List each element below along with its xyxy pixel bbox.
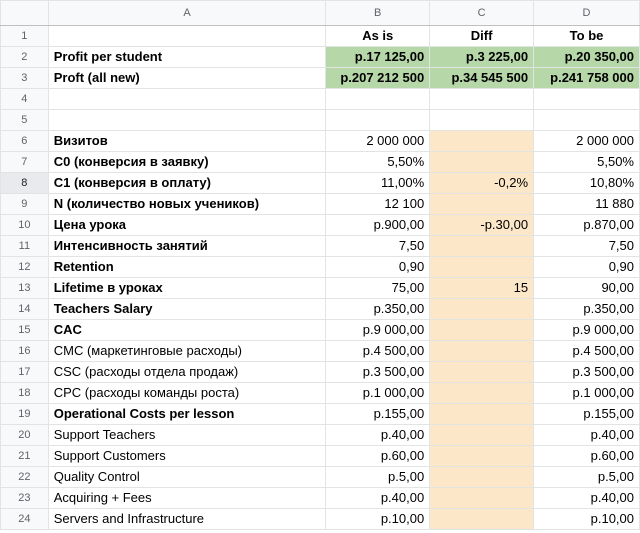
- cell-a[interactable]: Acquiring + Fees: [48, 488, 326, 509]
- cell-a[interactable]: Lifetime в уроках: [48, 278, 326, 299]
- cell-b[interactable]: 12 100: [326, 194, 430, 215]
- cell-a[interactable]: Support Teachers: [48, 425, 326, 446]
- row-number[interactable]: 5: [1, 110, 49, 131]
- cell-c[interactable]: р.34 545 500: [430, 68, 534, 89]
- cell-a[interactable]: C1 (конверсия в оплату): [48, 173, 326, 194]
- table-row: [1, 404, 640, 425]
- cell-d[interactable]: р.40,00: [534, 488, 640, 509]
- row-number[interactable]: 18: [1, 383, 49, 404]
- cell-b[interactable]: р.3 500,00: [326, 362, 430, 383]
- column-header-c[interactable]: C: [430, 1, 534, 26]
- cell-d[interactable]: [534, 89, 640, 110]
- table-row: [1, 257, 640, 278]
- cell-b[interactable]: р.60,00: [326, 446, 430, 467]
- cell-d[interactable]: To be: [534, 26, 640, 47]
- row-number[interactable]: 16: [1, 341, 49, 362]
- cell-a[interactable]: Profit per student: [48, 47, 326, 68]
- cell-b[interactable]: 5,50%: [326, 152, 430, 173]
- column-header-a[interactable]: A: [48, 1, 326, 26]
- cell-a[interactable]: CSC (расходы отдела продаж): [48, 362, 326, 383]
- cell-b[interactable]: р.17 125,00: [326, 47, 430, 68]
- row-number[interactable]: 13: [1, 278, 49, 299]
- cell-a[interactable]: CMC (маркетинговые расходы): [48, 341, 326, 362]
- row-number[interactable]: 4: [1, 89, 49, 110]
- cell-c[interactable]: [430, 362, 534, 383]
- cell-c[interactable]: [430, 320, 534, 341]
- cell-d[interactable]: [534, 110, 640, 131]
- cell-c[interactable]: [430, 509, 534, 530]
- row-number[interactable]: 19: [1, 404, 49, 425]
- cell-c[interactable]: -р.30,00: [430, 215, 534, 236]
- cell-d[interactable]: р.40,00: [534, 425, 640, 446]
- cell-b[interactable]: р.1 000,00: [326, 383, 430, 404]
- cell-d[interactable]: р.241 758 000: [534, 68, 640, 89]
- cell-c[interactable]: р.3 225,00: [430, 47, 534, 68]
- cell-b[interactable]: 11,00%: [326, 173, 430, 194]
- cell-d[interactable]: р.350,00: [534, 299, 640, 320]
- cell-d[interactable]: р.870,00: [534, 215, 640, 236]
- cell-d[interactable]: 2 000 000: [534, 131, 640, 152]
- cell-d[interactable]: р.1 000,00: [534, 383, 640, 404]
- cell-c[interactable]: [430, 467, 534, 488]
- cell-b[interactable]: р.207 212 500: [326, 68, 430, 89]
- table-row: [1, 89, 640, 110]
- cell-d[interactable]: р.9 000,00: [534, 320, 640, 341]
- cell-a[interactable]: N (количество новых учеников): [48, 194, 326, 215]
- row-number[interactable]: 6: [1, 131, 49, 152]
- table-row: [1, 299, 640, 320]
- table-row: [1, 341, 640, 362]
- cell-a[interactable]: Support Customers: [48, 446, 326, 467]
- cell-a[interactable]: Цена урока: [48, 215, 326, 236]
- cell-a[interactable]: Teachers Salary: [48, 299, 326, 320]
- cell-b[interactable]: р.4 500,00: [326, 341, 430, 362]
- cell-a[interactable]: [48, 89, 326, 110]
- cell-c[interactable]: Diff: [430, 26, 534, 47]
- cell-c[interactable]: [430, 425, 534, 446]
- cell-b[interactable]: 75,00: [326, 278, 430, 299]
- cell-c[interactable]: [430, 299, 534, 320]
- cell-b[interactable]: 0,90: [326, 257, 430, 278]
- table-row: [1, 131, 640, 152]
- cell-d[interactable]: р.3 500,00: [534, 362, 640, 383]
- column-header-d[interactable]: D: [534, 1, 640, 26]
- table-row: [1, 362, 640, 383]
- table-row: [1, 446, 640, 467]
- cell-d[interactable]: р.4 500,00: [534, 341, 640, 362]
- cell-a[interactable]: CPC (расходы команды роста): [48, 383, 326, 404]
- cell-b[interactable]: р.40,00: [326, 488, 430, 509]
- table-row: [1, 425, 640, 446]
- row-number[interactable]: 7: [1, 152, 49, 173]
- cell-d[interactable]: р.10,00: [534, 509, 640, 530]
- cell-d[interactable]: 5,50%: [534, 152, 640, 173]
- select-all-corner[interactable]: [1, 1, 49, 26]
- cell-c[interactable]: [430, 194, 534, 215]
- cell-d[interactable]: 0,90: [534, 257, 640, 278]
- cell-c[interactable]: [430, 404, 534, 425]
- table-row: [1, 26, 640, 47]
- cell-c[interactable]: [430, 446, 534, 467]
- table-row: [1, 278, 640, 299]
- cell-d[interactable]: 90,00: [534, 278, 640, 299]
- cell-a[interactable]: Quality Control: [48, 467, 326, 488]
- row-number[interactable]: 11: [1, 236, 49, 257]
- row-number[interactable]: 8: [1, 173, 49, 194]
- cell-b[interactable]: As is: [326, 26, 430, 47]
- cell-d[interactable]: р.155,00: [534, 404, 640, 425]
- cell-c[interactable]: [430, 89, 534, 110]
- cell-d[interactable]: р.20 350,00: [534, 47, 640, 68]
- table-row: [1, 152, 640, 173]
- row-number[interactable]: 17: [1, 362, 49, 383]
- row-number[interactable]: 23: [1, 488, 49, 509]
- cell-c[interactable]: 15: [430, 278, 534, 299]
- row-number[interactable]: 20: [1, 425, 49, 446]
- cell-b[interactable]: р.10,00: [326, 509, 430, 530]
- table-row: [1, 467, 640, 488]
- cell-b[interactable]: р.40,00: [326, 425, 430, 446]
- cell-c[interactable]: [430, 152, 534, 173]
- cell-a[interactable]: [48, 110, 326, 131]
- cell-d[interactable]: р.5,00: [534, 467, 640, 488]
- cell-c[interactable]: [430, 341, 534, 362]
- cell-b[interactable]: [326, 89, 430, 110]
- row-number[interactable]: 1: [1, 26, 49, 47]
- table-row: [1, 194, 640, 215]
- cell-b[interactable]: р.900,00: [326, 215, 430, 236]
- row-number[interactable]: 21: [1, 446, 49, 467]
- row-number[interactable]: 12: [1, 257, 49, 278]
- cell-c[interactable]: -0,2%: [430, 173, 534, 194]
- table-row: [1, 215, 640, 236]
- cell-c[interactable]: [430, 131, 534, 152]
- row-number[interactable]: 24: [1, 509, 49, 530]
- cell-a[interactable]: CAC: [48, 320, 326, 341]
- cell-c[interactable]: [430, 488, 534, 509]
- cell-a[interactable]: Operational Costs per lesson: [48, 404, 326, 425]
- cell-b[interactable]: р.350,00: [326, 299, 430, 320]
- table-row: [1, 47, 640, 68]
- cell-a[interactable]: Servers and Infrastructure: [48, 509, 326, 530]
- cell-a[interactable]: C0 (конверсия в заявку): [48, 152, 326, 173]
- cell-c[interactable]: [430, 257, 534, 278]
- cell-a[interactable]: Retention: [48, 257, 326, 278]
- cell-d[interactable]: 7,50: [534, 236, 640, 257]
- row-number[interactable]: 14: [1, 299, 49, 320]
- cell-a[interactable]: Визитов: [48, 131, 326, 152]
- table-row: [1, 383, 640, 404]
- cell-b[interactable]: 7,50: [326, 236, 430, 257]
- cell-d[interactable]: 11 880: [534, 194, 640, 215]
- cell-a[interactable]: Интенсивность занятий: [48, 236, 326, 257]
- cell-d[interactable]: р.60,00: [534, 446, 640, 467]
- row-number[interactable]: 2: [1, 47, 49, 68]
- cell-c[interactable]: [430, 110, 534, 131]
- cell-b[interactable]: р.5,00: [326, 467, 430, 488]
- cell-a[interactable]: Proft (all new): [48, 68, 326, 89]
- table-row: [1, 173, 640, 194]
- cell-a[interactable]: [48, 26, 326, 47]
- cell-c[interactable]: [430, 236, 534, 257]
- row-number[interactable]: 15: [1, 320, 49, 341]
- row-number[interactable]: 9: [1, 194, 49, 215]
- table-row: [1, 509, 640, 530]
- cell-b[interactable]: р.9 000,00: [326, 320, 430, 341]
- cell-d[interactable]: 10,80%: [534, 173, 640, 194]
- column-header-row: [1, 1, 640, 26]
- cell-b[interactable]: [326, 110, 430, 131]
- cell-b[interactable]: 2 000 000: [326, 131, 430, 152]
- row-number[interactable]: 22: [1, 467, 49, 488]
- table-row: [1, 236, 640, 257]
- row-number[interactable]: 3: [1, 68, 49, 89]
- column-header-b[interactable]: B: [326, 1, 430, 26]
- table-row: [1, 68, 640, 89]
- table-row: [1, 488, 640, 509]
- table-row: [1, 320, 640, 341]
- cell-b[interactable]: р.155,00: [326, 404, 430, 425]
- row-number[interactable]: 10: [1, 215, 49, 236]
- table-row: [1, 110, 640, 131]
- cell-c[interactable]: [430, 383, 534, 404]
